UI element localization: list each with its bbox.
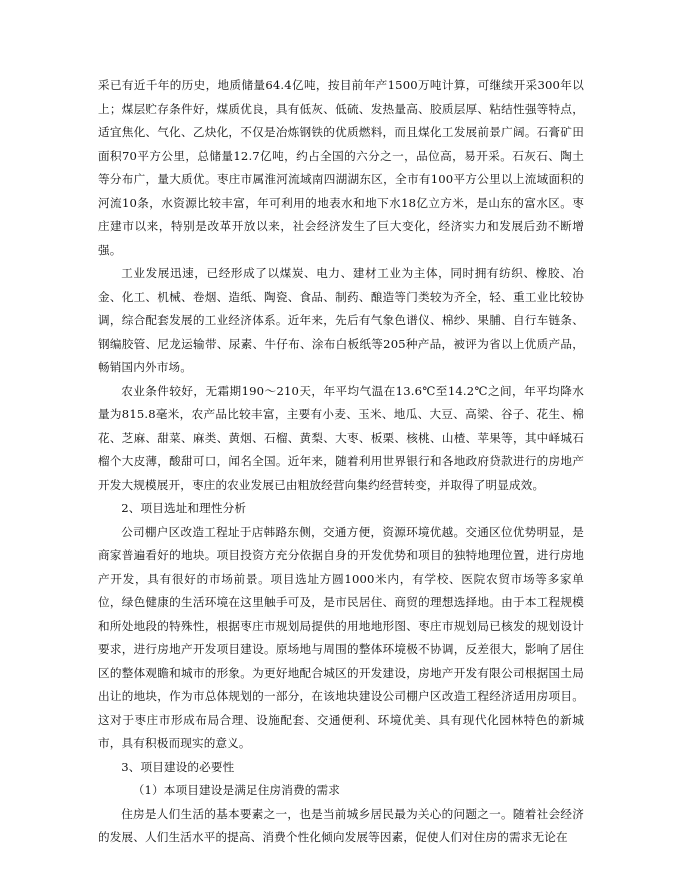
document-page bbox=[98, 74, 584, 850]
paragraph-site-selection: 公司棚户区改造工程址于店韩路东侧，交通方便，资源环境优越。交通区位优势明显，是商家普遍看好的地块。项目投资方充分依据自身的开发优势和项目的独特地理位置，进行房地产开发，具有很好的市场前景。项目选址方圆1000米内，有学校、医院农贸市场等多家单位，绿色健康的生活环境在这里触手可及，是市民居住、商贸的理想选择地。由于本工程规模和所处地段的特殊性，根据枣庄市规划局提供的用地地形图、枣庄市规划局已核发的规划设计要求，进行房地产开发项目建设。原场地与周围的整体环境极不协调，反差很大，影响了居住区的整体观瞻和城市的形象。为更好地配合城区的开发建设，房地产开发有限公司根据国土局出让的地块，作为市总体规划的一部分，在该地块建设公司棚户区改造工程经济适用房项目。这对于枣庄市形成布局合理、设施配套、交通便利、环境优美、具有现代化园林特色的新城市，具有积极而现实的意义。 bbox=[98, 524, 584, 750]
section-2-heading: 2、项目选址和理性分析 bbox=[121, 501, 247, 515]
paragraph-resources: 采已有近千年的历史，地质储量64.4亿吨，按目前年产1500万吨计算，可继续开采300年以上；煤层贮存条件好，煤质优良，具有低灰、低硫、发热量高、胶质层厚、粘结性强等特点，适宜焦化、气化、乙炔化，不仅是冶炼钢铁的优质燃料，而且煤化工发展前景广阔。石膏矿田面积70平方公里，总储量12.7亿吨，约占全国的六分之一，品位高，易开采。石灰石、陶土等分布广，量大质优。枣庄市属淮河流域南四湖湖东区，全市有100平方公里以上流域面积的河流10条，水资源比较丰富，年可利用的地表水和地下水18亿立方米，是山东的富水区。枣庄建市以来，特别是改革开放以来，社会经济发生了巨大变化，经济实力和发展后劲不断增强。 bbox=[98, 78, 584, 257]
section-3-heading: 3、项目建设的必要性 bbox=[121, 759, 235, 774]
section-3-subheading: （1）本项目建设是满足住房消费的需求 bbox=[132, 783, 340, 797]
paragraph-industry: 工业发展迅速，已经形成了以煤炭、电力、建材工业为主体，同时拥有纺织、橡胶、冶金、化工、机械、卷烟、造纸、陶瓷、食品、制药、酿造等门类较为齐全，轻、重工业比较协调，综合配套发展的工业经济体系。近年来，先后有气象色谱仪、棉纱、果脯、自行车链条、钢编胶管、尼龙运输带、尿素、牛仔布、涂布白板纸等205种产品，被评为省以上优质产品，畅销国内外市场。 bbox=[98, 266, 584, 374]
paragraph-housing-demand: 住房是人们生活的基本要素之一，也是当前城乡居民最为关心的问题之一。随着社会经济的发展、人们生活水平的提高、消费个性化倾向发展等因素，促使人们对住房的需求无论在 bbox=[98, 806, 584, 844]
paragraph-agriculture: 农业条件较好，无霜期190～210天，年平均气温在13.6℃至14.2℃之间，年平均降水量为815.8毫米，农产品比较丰富，主要有小麦、玉米、地瓜、大豆、高梁、谷子、花生、棉花、芝麻、甜菜、麻类、黄烟、石榴、黄梨、大枣、板栗、核桃、山楂、苹果等，其中峄城石榴个大皮薄，酸甜可口，闻名全国。近年来，随着利用世界银行和各地政府贷款进行的房地产开发大规模展开，枣庄的农业发展已由粗放经营向集约经营转变，并取得了明显成效。 bbox=[98, 383, 584, 492]
